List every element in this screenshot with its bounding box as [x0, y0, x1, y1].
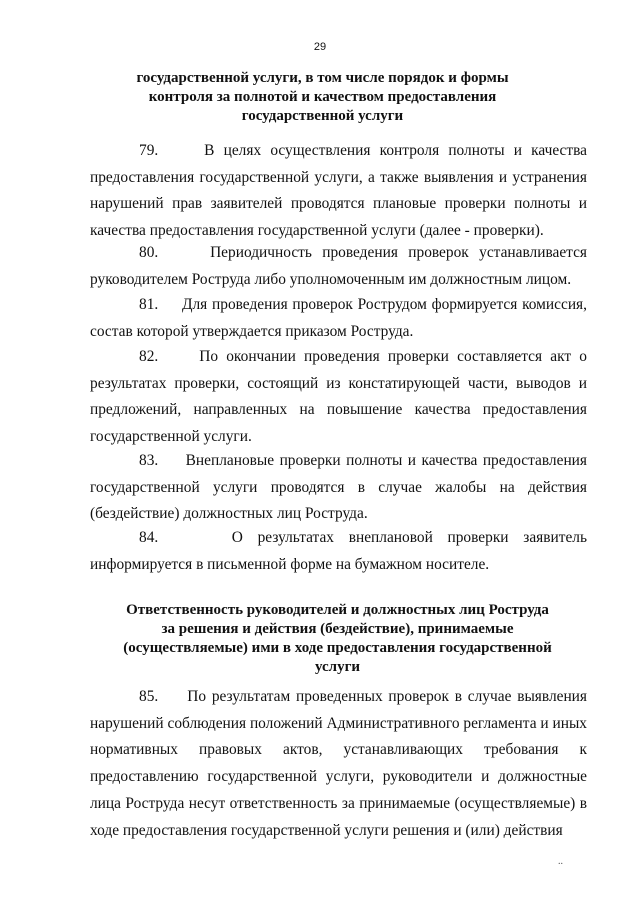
heading-line: (осуществляемые) ими в ходе предоставления государственной: [123, 640, 552, 656]
paragraph-84: [90, 525, 587, 578]
scan-speck: ..: [558, 856, 563, 867]
heading-line: за решения и действия (бездействие), принимаемые: [161, 621, 514, 637]
paragraph-text: Для проведения проверок Рострудом формируется комиссия, состав которой утверждается приказом Роструда.: [90, 296, 587, 340]
paragraph-text: По результатам проведенных проверок в случае выявления нарушений соблюдения положений Административного регламента и иных нормативных правовых актов, устанавливающих требования к предоставлению государственной услуги, руководители и должностные лица Роструда несут ответственность за принимаемые (осуществляемые) в ходе предоставления государственной услуги решения и (или) действия: [90, 688, 588, 839]
paragraph-number: 84.: [139, 529, 159, 546]
paragraph-81: [90, 292, 587, 345]
paragraph-text: Периодичность проведения проверок устанавливается руководителем Роструда либо уполномоченным им должностным лицом.: [90, 244, 587, 288]
paragraph-text: О результатах внеплановой проверки заявитель информируется в письменной форме на бумажном носителе.: [90, 529, 587, 573]
heading-line: государственной услуги, в том числе порядок и формы: [136, 70, 509, 86]
heading-line: государственной услуги: [241, 108, 404, 124]
heading-line: Ответственность руководителей и должностных лиц Роструда: [126, 602, 549, 618]
paragraph-82: [90, 344, 587, 451]
paragraph-80: [90, 240, 587, 293]
paragraph-number: 85.: [139, 688, 159, 705]
paragraph-number: 79.: [139, 142, 159, 159]
paragraph-text: Внеплановые проверки полноты и качества предоставления государственной услуги проводятся в случае жалобы на действия (бездействие) должностных лиц Роструда.: [90, 452, 587, 523]
section-heading-control: [95, 69, 550, 126]
paragraph-79: [90, 138, 587, 245]
paragraph-number: 83.: [139, 452, 159, 469]
heading-line: услуги: [314, 659, 361, 675]
paragraph-text: В целях осуществления контроля полноты и качества предоставления государственной услуги, а также выявления и устранения нарушений прав заявителей проводятся плановые проверки полноты и качества предоставления государственной услуги (далее - проверки).: [90, 142, 587, 240]
paragraph-number: 80.: [139, 244, 159, 261]
section-heading-responsibility: [110, 601, 565, 677]
paragraph-number: 82.: [139, 348, 159, 365]
paragraph-number: 81.: [139, 296, 159, 313]
paragraph-83: [90, 448, 587, 528]
page-number: 29: [313, 41, 327, 53]
heading-line: контроля за полнотой и качеством предоставления: [148, 89, 497, 105]
paragraph-text: По окончании проведения проверки составляется акт о результатах проверки, состоящий из констатирующей части, выводов и предложений, направленных на повышение качества предоставления государственной услуги.: [90, 348, 587, 446]
paragraph-85: [90, 684, 587, 844]
